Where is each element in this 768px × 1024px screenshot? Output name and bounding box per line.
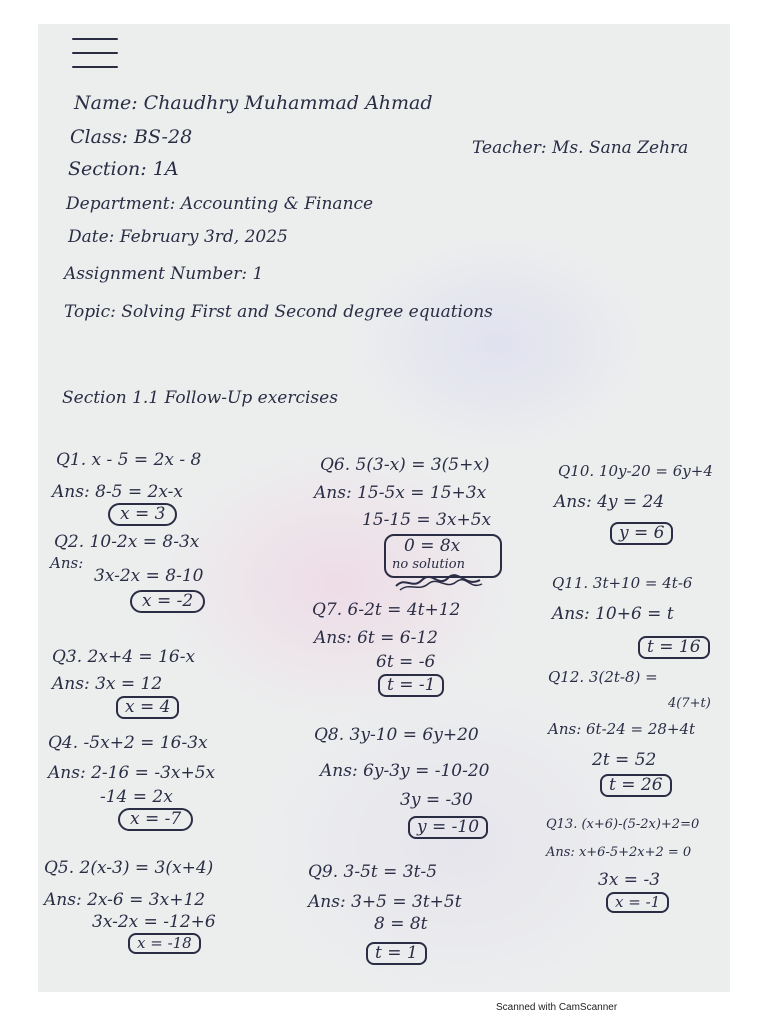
- answer-line: Ans: 2x-6 = 3x+12: [44, 890, 206, 910]
- answer-line: 6t = -6: [376, 652, 436, 672]
- final-answer-q4: x = -7: [118, 808, 193, 831]
- answer-line: Ans: 10+6 = t: [552, 604, 674, 624]
- final-answer-q1: x = 3: [108, 503, 177, 526]
- final-answer-q10: y = 6: [610, 522, 673, 545]
- answer-line: Ans: x+6-5+2x+2 = 0: [546, 845, 692, 860]
- question-q4: Q4. -5x+2 = 16-3x: [48, 733, 208, 753]
- question-q12-continued: 4(7+t): [668, 696, 711, 711]
- answer-line: Ans: 6y-3y = -10-20: [320, 761, 490, 781]
- answer-line: Ans: 8-5 = 2x-x: [52, 482, 183, 502]
- question-q8: Q8. 3y-10 = 6y+20: [314, 725, 479, 745]
- question-q11: Q11. 3t+10 = 4t-6: [552, 574, 693, 592]
- answer-label: Ans:: [50, 554, 84, 572]
- final-answer-q3: x = 4: [116, 696, 179, 719]
- final-answer-q6: [384, 534, 502, 578]
- final-answer-q6-value: 0 = 8x: [404, 536, 461, 556]
- class-label: Class: BS-28: [70, 126, 193, 148]
- assignment-number: Assignment Number: 1: [64, 264, 264, 284]
- answer-line: Ans: 15-5x = 15+3x: [314, 483, 487, 503]
- topic-label: Topic: Solving First and Second degree equations: [64, 302, 493, 322]
- answer-line: -14 = 2x: [100, 787, 173, 807]
- section-heading: Section 1.1 Follow-Up exercises: [62, 388, 338, 408]
- final-answer-q9: t = 1: [366, 942, 427, 965]
- answer-line: Ans: 3+5 = 3t+5t: [308, 892, 462, 912]
- answer-line: Ans: 6t = 6-12: [314, 628, 438, 648]
- final-answer-q11: t = 16: [638, 636, 710, 659]
- question-q2: Q2. 10-2x = 8-3x: [54, 532, 200, 552]
- question-q5: Q5. 2(x-3) = 3(x+4): [44, 858, 214, 878]
- answer-line: 15-15 = 3x+5x: [362, 510, 492, 530]
- scribble-mark: [394, 574, 484, 592]
- answer-line: 3x-2x = 8-10: [94, 566, 204, 586]
- date-label: Date: February 3rd, 2025: [68, 227, 288, 247]
- final-answer-q13: x = -1: [606, 892, 669, 913]
- notebook-page: [38, 24, 730, 992]
- answer-line: 3y = -30: [400, 790, 473, 810]
- teacher-label: Teacher: Ms. Sana Zehra: [472, 138, 689, 158]
- question-q3: Q3. 2x+4 = 16-x: [52, 647, 196, 667]
- question-q13: Q13. (x+6)-(5-2x)+2=0: [546, 817, 700, 832]
- answer-line: 3x = -3: [598, 870, 661, 890]
- student-name: Name: Chaudhry Muhammad Ahmad: [74, 92, 433, 114]
- question-q12: Q12. 3(2t-8) =: [548, 668, 658, 686]
- final-answer-q2: x = -2: [130, 590, 205, 613]
- question-q9: Q9. 3-5t = 3t-5: [308, 862, 438, 882]
- answer-line: Ans: 2-16 = -3x+5x: [48, 763, 216, 783]
- question-q6: Q6. 5(3-x) = 3(5+x): [320, 455, 490, 475]
- answer-line: 3x-2x = -12+6: [92, 912, 216, 932]
- section-label: Section: 1A: [68, 158, 179, 180]
- question-q10: Q10. 10y-20 = 6y+4: [558, 462, 713, 480]
- answer-line: Ans: 3x = 12: [52, 674, 163, 694]
- answer-line: 2t = 52: [592, 750, 657, 770]
- final-answer-q7: t = -1: [378, 674, 444, 697]
- scanner-watermark: Scanned with CamScanner: [496, 1002, 618, 1013]
- menu-icon[interactable]: [72, 36, 118, 72]
- answer-line: 8 = 8t: [374, 914, 428, 934]
- answer-line: Ans: 6t-24 = 28+4t: [548, 720, 696, 738]
- final-answer-q12: t = 26: [600, 774, 672, 797]
- no-solution-note: no solution: [392, 557, 465, 572]
- question-q7: Q7. 6-2t = 4t+12: [312, 600, 461, 620]
- answer-line: Ans: 4y = 24: [554, 492, 665, 512]
- final-answer-q5: x = -18: [128, 933, 201, 954]
- final-answer-q8: y = -10: [408, 816, 488, 839]
- department-label: Department: Accounting & Finance: [66, 194, 374, 214]
- question-q1: Q1. x - 5 = 2x - 8: [56, 450, 202, 470]
